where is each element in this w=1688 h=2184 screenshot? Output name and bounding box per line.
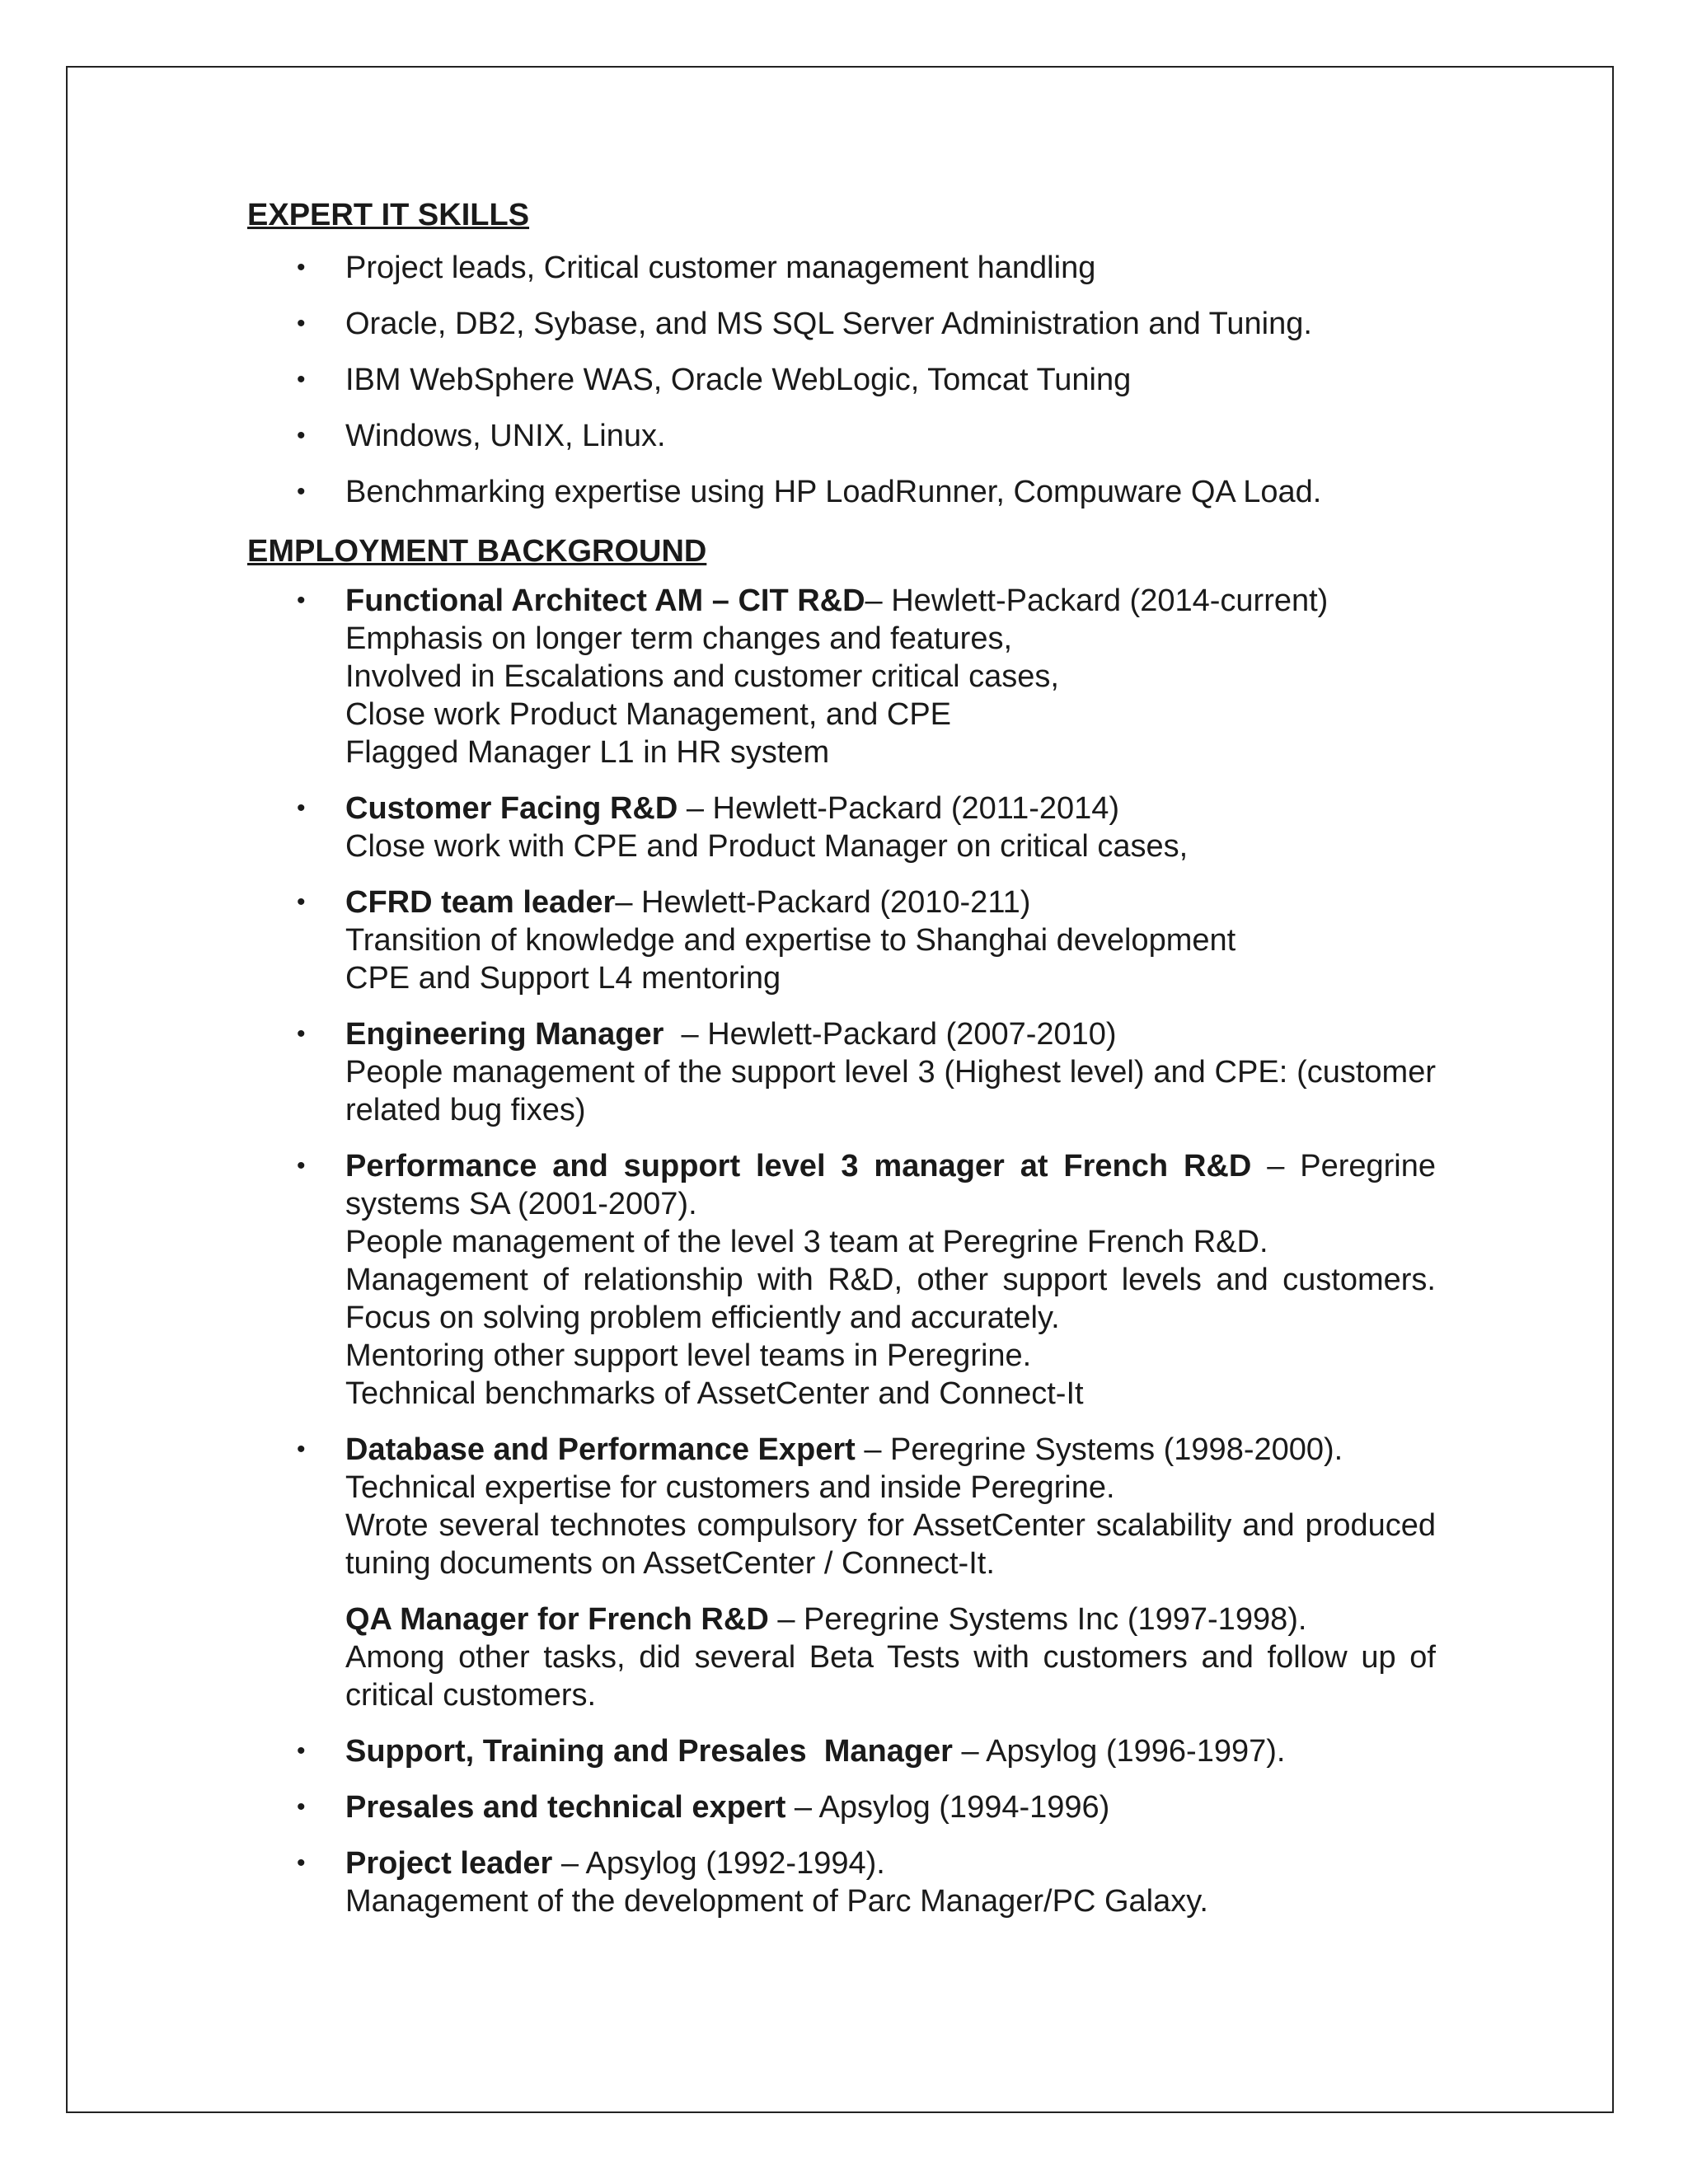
skills-list xyxy=(247,249,1436,511)
job-entry xyxy=(247,790,1436,865)
job-entry xyxy=(247,1431,1436,1714)
list-item xyxy=(247,473,1436,511)
job-title: Project leader xyxy=(345,1846,553,1881)
job-detail: Among other tasks, did several Beta Tests with customers and follow up of critical customers. xyxy=(345,1640,1436,1713)
job-detail: People management of the support level 3 (Highest level) and CPE: (customer related bug fixes) xyxy=(345,1055,1436,1127)
job-employer: – Apsylog (1992-1994). xyxy=(552,1846,885,1881)
job-title: Engineering Manager xyxy=(345,1017,664,1052)
job-employer: – Peregrine systems SA (2001-2007). xyxy=(345,1149,1436,1221)
job-entry xyxy=(247,1015,1436,1129)
job-entry xyxy=(247,883,1436,997)
job-entry xyxy=(247,1732,1436,1770)
bullet-icon: • xyxy=(297,422,306,449)
bullet-icon: • xyxy=(297,1849,306,1877)
job-detail: People management of the level 3 team at Peregrine French R&D. xyxy=(345,1225,1268,1259)
skill-text: Project leads, Critical customer management handling xyxy=(345,251,1096,285)
bullet-icon: • xyxy=(297,310,306,337)
job-detail: CPE and Support L4 mentoring xyxy=(345,961,781,996)
job-employer: – Hewlett-Packard (2007-2010) xyxy=(663,1017,1117,1052)
job-detail: Technical benchmarks of AssetCenter and Connect-It xyxy=(345,1376,1084,1411)
job-detail: Wrote several technotes compulsory for AssetCenter scalability and produced tuning documents on AssetCenter / Connect-It. xyxy=(345,1508,1436,1581)
job-detail: Mentoring other support level teams in Peregrine. xyxy=(345,1338,1032,1373)
bullet-icon: • xyxy=(297,478,306,505)
job-entry xyxy=(247,1147,1436,1413)
bullet-icon: • xyxy=(297,1436,306,1463)
job-employer: – Peregrine Systems (1998-2000). xyxy=(855,1432,1343,1467)
list-item xyxy=(247,305,1436,343)
list-item xyxy=(247,361,1436,399)
skill-text: Benchmarking expertise using HP LoadRunner, Compuware QA Load. xyxy=(345,475,1322,509)
job-title: Support, Training and Presales Manager xyxy=(345,1734,953,1769)
job-detail: Emphasis on longer term changes and features, xyxy=(345,621,1013,656)
sub-job-title: QA Manager for French R&D xyxy=(345,1602,769,1637)
job-employer: – Hewlett-Packard (2011-2014) xyxy=(678,791,1120,826)
job-detail: Involved in Escalations and customer critical cases, xyxy=(345,659,1059,694)
employment-list xyxy=(247,582,1436,1920)
job-employer: – Hewlett-Packard (2010-211) xyxy=(615,885,1031,920)
job-title: Functional Architect AM – CIT R&D xyxy=(345,583,865,618)
job-detail: Transition of knowledge and expertise to Shanghai development xyxy=(345,923,1236,958)
job-detail: Close work with CPE and Product Manager on critical cases, xyxy=(345,829,1189,864)
job-employer: – Apsylog (1996-1997). xyxy=(952,1734,1286,1769)
bullet-icon: • xyxy=(297,254,306,281)
job-detail: Management of the development of Parc Manager/PC Galaxy. xyxy=(345,1884,1208,1919)
job-detail: Flagged Manager L1 in HR system xyxy=(345,735,830,770)
job-entry xyxy=(247,1844,1436,1920)
bullet-icon: • xyxy=(297,1793,306,1821)
skill-text: Oracle, DB2, Sybase, and MS SQL Server Administration and Tuning. xyxy=(345,307,1312,341)
job-title: Database and Performance Expert xyxy=(345,1432,856,1467)
bullet-icon: • xyxy=(297,1737,306,1765)
bullet-icon: • xyxy=(297,587,306,614)
bullet-icon: • xyxy=(297,366,306,393)
skills-heading: EXPERT IT SKILLS xyxy=(247,198,530,232)
resume-content xyxy=(247,196,1436,1920)
job-detail: Technical expertise for customers and inside Peregrine. xyxy=(345,1470,1115,1505)
bullet-icon: • xyxy=(297,794,306,822)
job-employer: – Apsylog (1994-1996) xyxy=(785,1790,1110,1825)
bullet-icon: • xyxy=(297,1020,306,1047)
skill-text: IBM WebSphere WAS, Oracle WebLogic, Tomcat Tuning xyxy=(345,363,1132,397)
sub-job-employer: – Peregrine Systems Inc (1997-1998). xyxy=(768,1602,1307,1637)
job-entry xyxy=(247,1788,1436,1826)
job-employer: – Hewlett-Packard (2014-current) xyxy=(865,583,1329,618)
job-detail: Management of relationship with R&D, other support levels and customers. Focus on solving problem efficiently and accurately. xyxy=(345,1263,1436,1335)
bullet-icon: • xyxy=(297,1152,306,1179)
job-detail: Close work Product Management, and CPE xyxy=(345,697,952,732)
employment-heading: EMPLOYMENT BACKGROUND xyxy=(247,534,707,569)
job-title: CFRD team leader xyxy=(345,885,616,920)
skill-text: Windows, UNIX, Linux. xyxy=(345,419,666,453)
job-entry xyxy=(247,582,1436,771)
list-item xyxy=(247,417,1436,455)
list-item xyxy=(247,249,1436,287)
job-title: Customer Facing R&D xyxy=(345,791,678,826)
job-title: Performance and support level 3 manager at French R&D xyxy=(345,1149,1252,1183)
job-title: Presales and technical expert xyxy=(345,1790,786,1825)
bullet-icon: • xyxy=(297,888,306,916)
